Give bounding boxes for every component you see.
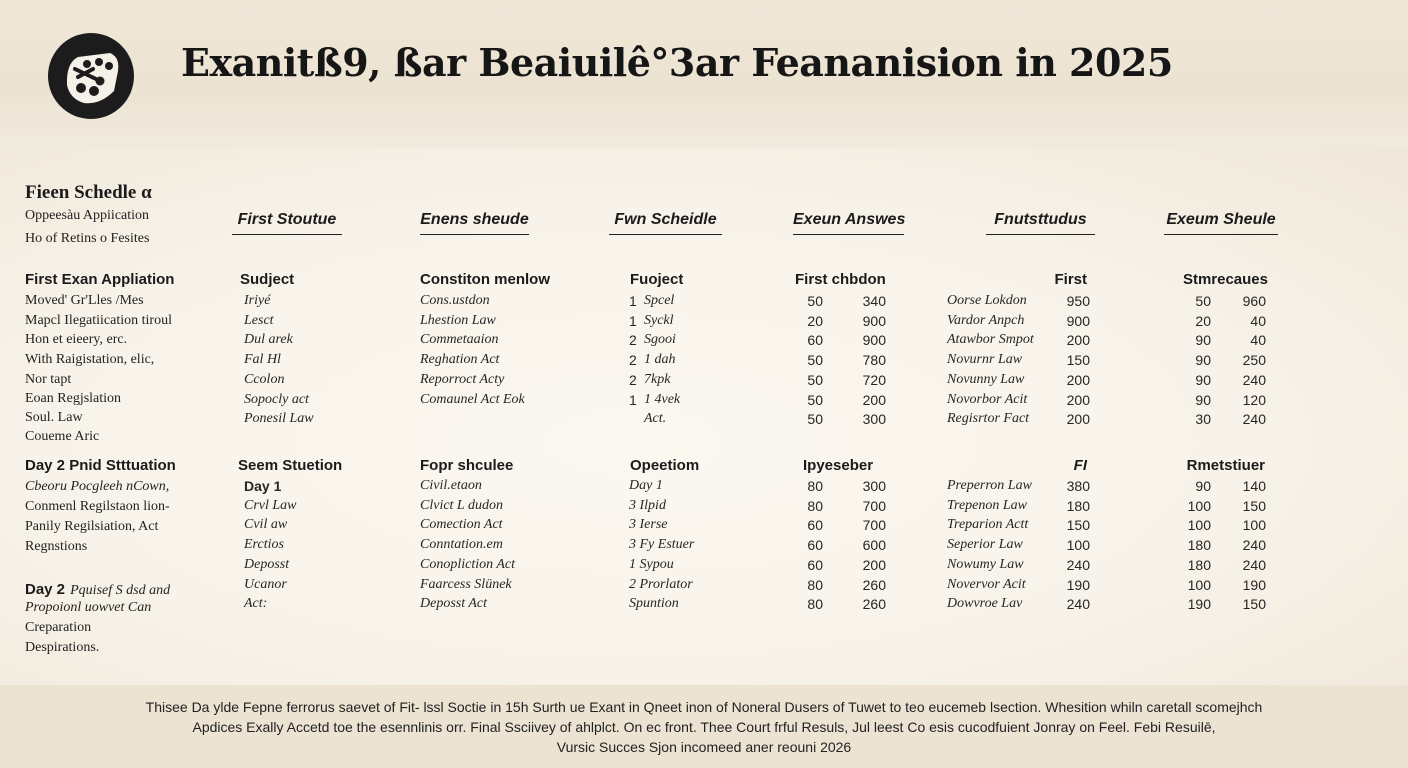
cell-subject: Iriyé [244, 293, 271, 308]
cell-number: 180 [1187, 556, 1211, 573]
column-subheader: Seem Stuetion [238, 457, 343, 474]
cell-subject: Crvl Law [244, 497, 297, 513]
cell-number: 120 [1242, 391, 1266, 408]
column-header: Fnutsttudus [986, 211, 1095, 235]
sidebar-heading: Fieen Schedle α [25, 182, 152, 203]
cell-subject: Erctios [244, 537, 284, 553]
cell-number: 100 [1187, 497, 1211, 514]
cell-number: 1 [629, 293, 637, 309]
cell-text: 7kpk [644, 371, 671, 387]
cell-text: Novervor Acit [947, 576, 1026, 592]
cell-number: 240 [1242, 411, 1266, 428]
cell-number: 200 [862, 556, 886, 573]
cell-number: 200 [1066, 371, 1090, 388]
page-title: Exanitß9, ßar Beaiuilê°3ar Feananision in 2025 [181, 40, 1173, 85]
cell-number: 80 [807, 478, 823, 494]
cell-text: Novunny Law [947, 371, 1025, 387]
cell-course: Faarcess Slünek [420, 576, 512, 592]
cell-course: Reporroct Acty [420, 371, 505, 387]
sidebar-line: Hon et eieery, erc. [25, 332, 128, 347]
sidebar-line: Moved' Gr'Lles /Mes [25, 293, 144, 308]
cell-text: Spuntion [629, 596, 679, 612]
cell-number: 150 [1066, 352, 1090, 369]
cell-number: 240 [1066, 556, 1090, 573]
sidebar-section-heading [25, 579, 170, 599]
cell-text: 1 dah [644, 352, 676, 368]
column-subheader: Opeetiom [630, 457, 700, 474]
sidebar-line: With Raigistation, elic, [25, 352, 155, 367]
cell-text: Vardor Anpch [947, 312, 1025, 328]
footer-text-line: Thisee Da ylde Fepne ferrorus saevet of Fit- lssl Soctie in 15h Surth ue Exant in Qneet inon of Noneral Dusers of Tuwet to teo eucemeb lsection. Whesition whiln caretall scomejhch [145, 699, 1263, 715]
cell-course: Civil.etaon [420, 478, 482, 493]
sidebar-line: Creparation [25, 620, 92, 635]
cell-number: 60 [807, 537, 823, 554]
cell-number: 240 [1066, 596, 1090, 613]
cell-number: 190 [1066, 576, 1090, 593]
footer-text-line: Apdices Exally Accetd toe the esennlinis orr. Final Ssciivey of ahlplct. On ec front. Thee Court frful Resuls, Jul leest Co esis cucodfuient Jonray on Feel. Febi Resuilē, [192, 719, 1216, 735]
cell-course: Conntation.em [420, 537, 503, 553]
cell-number: 250 [1242, 352, 1266, 369]
cell-number: 50 [1195, 293, 1211, 309]
column-subheader: Sudject [240, 271, 295, 288]
cell-subject: Act: [244, 596, 268, 612]
cell-subject: Ucanor [244, 576, 287, 592]
cell-number: 50 [807, 371, 823, 388]
cell-number: 180 [1187, 537, 1211, 554]
cell-number: 50 [807, 411, 823, 428]
column-subheader: Fopr shculee [420, 457, 514, 474]
cell-number: 30 [1195, 411, 1211, 428]
sidebar-intro-line: Oppeesàu Appiication [25, 208, 150, 223]
sidebar-line: Soul. Law [25, 410, 83, 425]
cell-number: 80 [807, 596, 823, 613]
cell-text: Regisrtor Fact [947, 411, 1030, 427]
cell-number: 600 [862, 537, 886, 554]
cell-course: Commetaaion [420, 332, 499, 348]
column-header: Fwn Scheidle [609, 211, 722, 235]
cell-text: Seperior Law [947, 537, 1023, 553]
cell-number: 150 [1066, 517, 1090, 534]
cell-course: Reghation Act [420, 352, 500, 368]
cell-text: 2 Prorlator [629, 576, 693, 592]
cell-text: Syckl [644, 312, 674, 328]
cell-subject: Fal Hl [244, 352, 281, 368]
cell-number: 960 [1242, 293, 1266, 309]
cell-number: 240 [1242, 556, 1266, 573]
column-header: Exeum Sheule [1164, 211, 1278, 235]
cell-number: 60 [807, 556, 823, 573]
sidebar-section-heading: Day 2 Pnid Stttuation [25, 457, 176, 474]
column-subheader: First [1054, 271, 1087, 288]
column-subheader: First chbdon [795, 271, 886, 288]
cell-number: 150 [1242, 596, 1266, 613]
dice-logo-icon [48, 33, 134, 119]
cell-number: 1 [629, 312, 637, 329]
cell-text: 3 Fy Estuer [629, 537, 695, 553]
cell-number: 200 [1066, 332, 1090, 349]
cell-subject: Cvil aw [244, 517, 288, 533]
column-subheader: FI [1073, 457, 1087, 474]
cell-number: 700 [862, 517, 886, 534]
cell-number: 190 [1187, 596, 1211, 613]
sidebar-line: Regnstions [25, 539, 88, 554]
column-subheader: Fuoject [630, 271, 684, 288]
column-subheader: Stmrecaues [1182, 271, 1268, 288]
cell-course: Deposst Act [420, 596, 488, 612]
sidebar-line: Panily Regilsiation, Act [25, 519, 159, 534]
cell-number: 90 [1195, 478, 1211, 494]
cell-subject: Ccolon [244, 371, 285, 387]
sidebar-intro-line: Ho of Retins o Fesites [25, 231, 150, 246]
sidebar-day-rest: Pquisef S dsd and [70, 583, 171, 598]
cell-number: 950 [1066, 293, 1090, 309]
cell-number: 100 [1187, 576, 1211, 593]
cell-number: 80 [807, 576, 823, 593]
cell-text: Dowvroe Lav [947, 596, 1023, 612]
cell-course: Comaunel Act Eok [420, 391, 525, 407]
sidebar-line: Despirations. [25, 640, 100, 655]
cell-number: 2 [629, 352, 637, 369]
cell-number: 50 [807, 352, 823, 369]
cell-subject: Dul arek [244, 332, 293, 348]
cell-number: 190 [1242, 576, 1266, 593]
cell-number: 60 [807, 517, 823, 534]
column-subheader: Ipyeseber [803, 457, 874, 474]
cell-text: Act. [644, 411, 667, 427]
cell-number: 100 [1242, 517, 1266, 534]
sidebar-line: Mapcl Ilegatiication tiroul [25, 313, 172, 328]
cell-text: Spcel [644, 293, 675, 308]
cell-number: 700 [862, 497, 886, 514]
cell-subject: Day 1 [244, 478, 282, 494]
sidebar-line: Cbeoru Pocgleeh nCown, [25, 479, 170, 494]
cell-number: 140 [1242, 478, 1266, 494]
cell-number: 90 [1195, 332, 1211, 349]
column-header: Exeun Answes [793, 211, 904, 235]
cell-course: Comection Act [420, 517, 503, 533]
cell-number: 180 [1066, 497, 1090, 514]
column-subheader: Constiton menlow [420, 271, 550, 288]
cell-number: 200 [1066, 391, 1090, 408]
cell-subject: Sopocly act [244, 391, 309, 407]
sidebar-day-label: Day 2 [25, 581, 66, 598]
sidebar-section-heading: First Exan Appliation [25, 271, 175, 288]
cell-number: 60 [807, 332, 823, 349]
cell-number: 40 [1250, 312, 1266, 329]
cell-number: 780 [862, 352, 886, 369]
cell-text: Oorse Lokdon [947, 293, 1027, 308]
sidebar-line: Conmenl Regilstaon lion- [25, 499, 170, 514]
cell-text: Preperron Law [947, 478, 1032, 493]
column-subheader: Rmetstiuer [1186, 457, 1265, 474]
cell-number: 720 [862, 371, 886, 388]
cell-number: 80 [807, 497, 823, 514]
cell-number: 90 [1195, 371, 1211, 388]
cell-text: Trepenon Law [947, 497, 1027, 513]
cell-text: 3 Ierse [629, 517, 668, 533]
cell-text: Atawbor Smpot [947, 332, 1034, 348]
cell-subject: Lesct [244, 312, 274, 328]
cell-course: Conopliction Act [420, 556, 516, 572]
cell-text: Sgooi [644, 332, 676, 348]
cell-subject: Deposst [244, 556, 290, 572]
cell-number: 2 [629, 371, 637, 388]
cell-text: Novorbor Acit [947, 391, 1028, 407]
cell-number: 2 [629, 332, 637, 349]
cell-text: 1 4vek [644, 391, 681, 407]
sidebar-line: Eoan Regjslation [25, 391, 122, 406]
cell-number: 340 [862, 293, 886, 309]
cell-number: 200 [1066, 411, 1090, 428]
column-header: Enens sheude [420, 211, 529, 235]
cell-number: 380 [1066, 478, 1090, 494]
cell-number: 300 [862, 478, 886, 494]
cell-number: 50 [807, 391, 823, 408]
cell-number: 900 [862, 312, 886, 329]
cell-text: Nowumy Law [947, 556, 1024, 572]
cell-number: 900 [862, 332, 886, 349]
column-header: First Stoutue [232, 211, 342, 235]
cell-number: 240 [1242, 371, 1266, 388]
cell-text: Day 1 [629, 478, 663, 493]
cell-number: 50 [807, 293, 823, 309]
cell-subject: Ponesil Law [244, 411, 314, 427]
footer-text-line: Vursic Succes Sjon incomeed aner reouni 2026 [556, 739, 852, 755]
cell-course: Cons.ustdon [420, 293, 490, 308]
cell-number: 200 [862, 391, 886, 408]
cell-number: 100 [1187, 517, 1211, 534]
cell-number: 900 [1066, 312, 1090, 329]
cell-number: 40 [1250, 332, 1266, 349]
cell-number: 1 [629, 391, 637, 408]
cell-text: 3 Ilpid [629, 497, 666, 513]
cell-course: Clvict L dudon [420, 497, 503, 513]
cell-number: 90 [1195, 391, 1211, 408]
cell-text: Novurnr Law [947, 352, 1023, 368]
cell-number: 260 [862, 596, 886, 613]
cell-number: 260 [862, 576, 886, 593]
cell-text: 1 Sypou [629, 556, 674, 572]
sidebar-line: Coueme Aric [25, 429, 100, 444]
cell-text: Treparion Actt [947, 517, 1029, 533]
cell-number: 20 [807, 312, 823, 329]
cell-number: 150 [1242, 497, 1266, 514]
cell-number: 240 [1242, 537, 1266, 554]
cell-number: 300 [862, 411, 886, 428]
cell-number: 20 [1195, 312, 1211, 329]
cell-course: Lhestion Law [420, 312, 496, 328]
sidebar-line: Propoionl uowvet Can [25, 600, 152, 615]
cell-number: 100 [1066, 537, 1090, 554]
cell-number: 90 [1195, 352, 1211, 369]
sidebar-line: Nor tapt [25, 372, 72, 387]
